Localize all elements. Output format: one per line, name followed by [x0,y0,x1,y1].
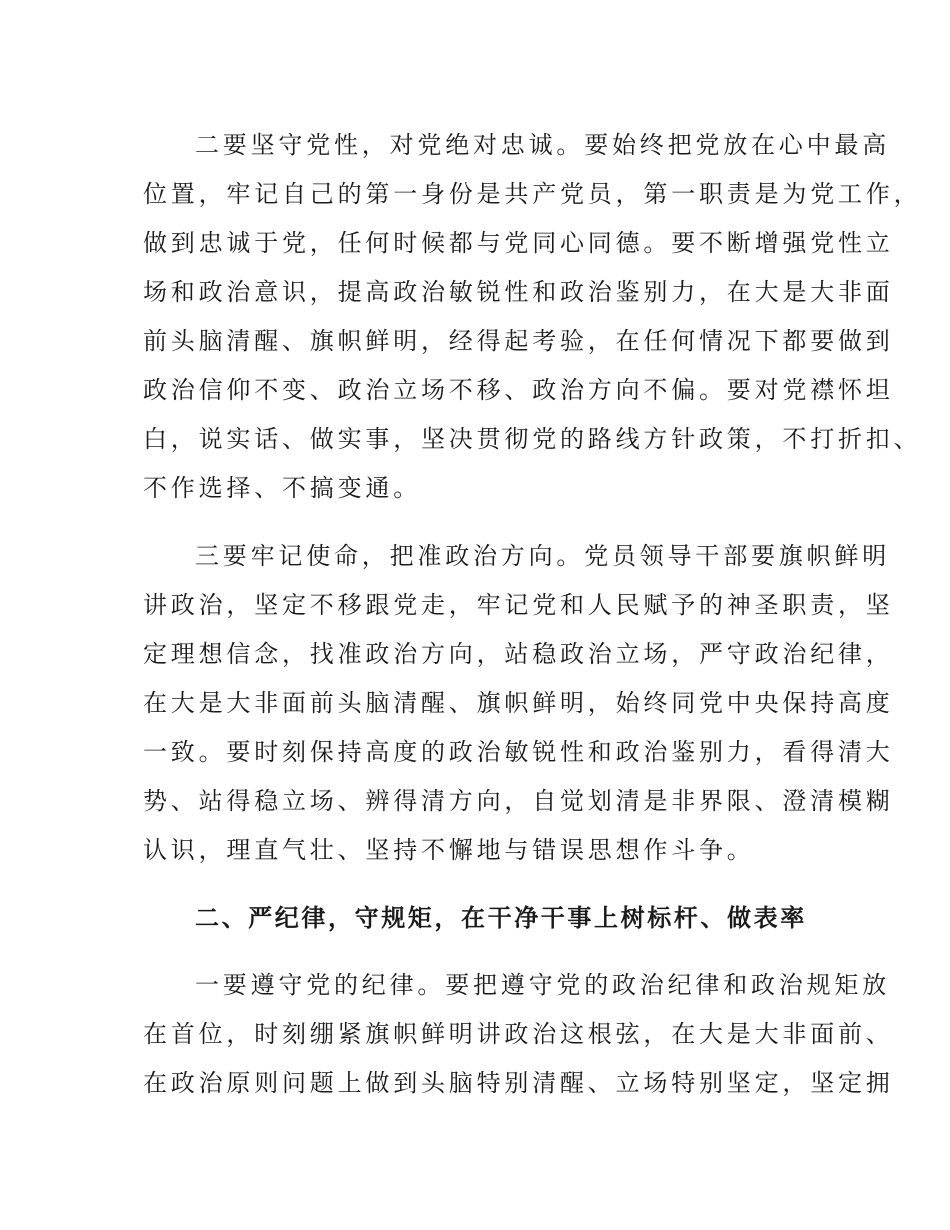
text-line: 势、站得稳立场、辨得清方向，自觉划清是非界限、澄清模糊 [143,787,894,815]
text-line: 位置，牢记自己的第一身份是共产党员，第一职责是为党工作， [143,180,922,208]
text-line: 二要坚守党性，对党绝对忠诚。要始终把党放在心中最高 [195,131,890,159]
text-line: 在大是大非面前头脑清醒、旗帜鲜明，始终同党中央保持高度 [143,689,894,717]
text-line: 一要遵守党的纪律。要把遵守党的政治纪律和政治规矩放 [195,971,890,999]
paragraph-mission [143,532,894,875]
text-line: 场和政治意识，提高政治敏锐性和政治鉴别力，在大是大非面 [143,278,894,306]
text-line: 定理想信念，找准政治方向，站稳政治立场，严守政治纪律， [143,640,894,668]
paragraph-discipline [143,961,894,1108]
text-line: 认识，理直气壮、坚持不懈地与错误思想作斗争。 [143,836,755,864]
text-line: 在首位，时刻绷紧旗帜鲜明讲政治这根弦，在大是大非面前、 [143,1020,894,1048]
paragraph-party-loyalty [143,121,922,513]
text-line: 在政治原则问题上做到头脑特别清醒、立场特别坚定，坚定拥 [143,1069,894,1097]
text-line: 白，说实话、做实事，坚决贯彻党的路线方针政策，不打折扣、 [143,425,922,453]
text-line: 不作选择、不搞变通。 [143,474,421,502]
text-line: 政治信仰不变、政治立场不移、政治方向不偏。要对党襟怀坦 [143,376,894,404]
section-heading: 二、严纪律，守规矩，在干净干事上树标杆、做表率 [195,904,807,932]
text-line: 三要牢记使命，把准政治方向。党员领导干部要旗帜鲜明 [195,542,890,570]
text-line: 一致。要时刻保持高度的政治敏锐性和政治鉴别力，看得清大 [143,738,894,766]
text-line: 前头脑清醒、旗帜鲜明，经得起考验，在任何情况下都要做到 [143,327,894,355]
text-line: 讲政治，坚定不移跟党走，牢记党和人民赋予的神圣职责，坚 [143,591,894,619]
text-line: 做到忠诚于党，任何时候都与党同心同德。要不断增强党性立 [143,229,894,257]
document-page [143,121,922,1127]
